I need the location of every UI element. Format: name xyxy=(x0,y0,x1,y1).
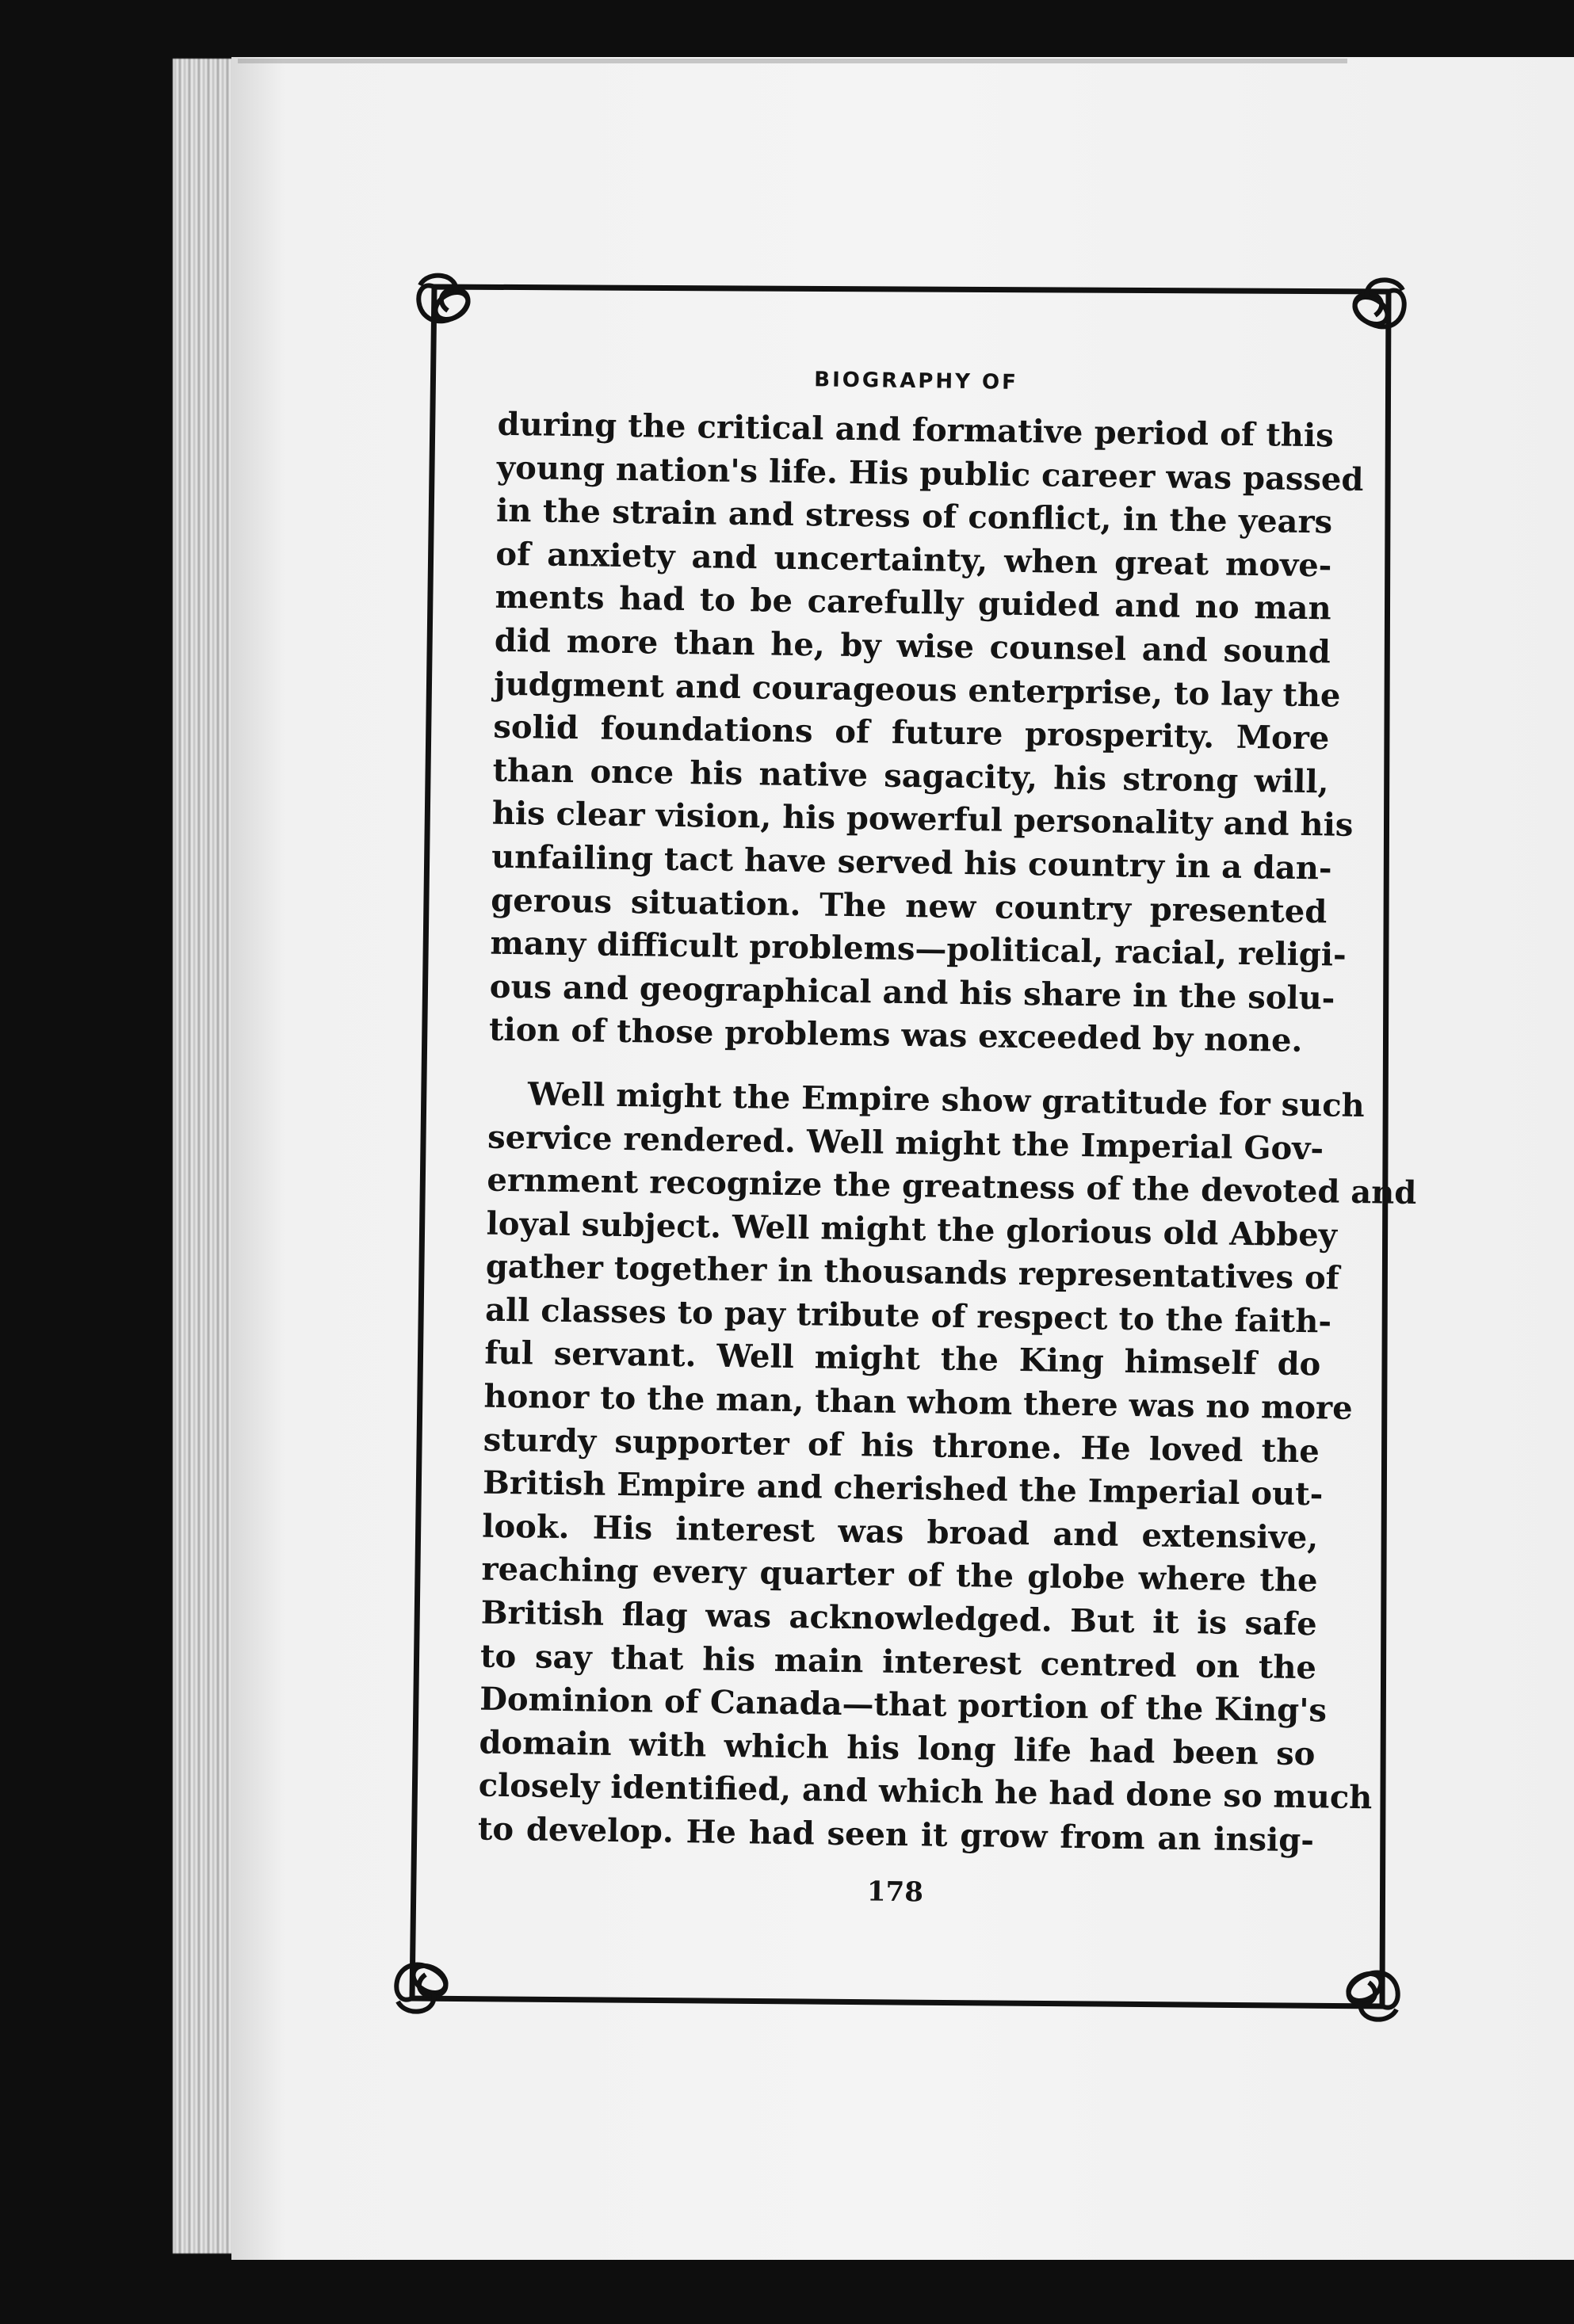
text-line: during the critical and formative period of this xyxy=(497,405,1334,455)
text-line: honor to the man, than whom there was no more xyxy=(483,1377,1353,1427)
text-line: unfailing tact have served his country in a dan- xyxy=(491,838,1332,887)
text-line: Dominion of Canada—that portion of the King's xyxy=(479,1680,1328,1730)
text-line: young nation's life. His public career was passed xyxy=(496,448,1364,498)
text-line: closely identified, and which he had done so much xyxy=(478,1766,1373,1817)
text-line: Well might the Empire show gratitude for such xyxy=(527,1075,1366,1124)
page-text-block xyxy=(476,364,1417,1938)
text-line: ernment recognize the greatness of the devoted and xyxy=(487,1161,1417,1212)
corner-ornament-top-right xyxy=(1350,280,1404,330)
text-line: ments had to be carefully guided and no man xyxy=(495,578,1331,628)
text-line: ful servant. Well might the King himself do xyxy=(484,1334,1321,1383)
corner-ornament-bottom-left xyxy=(396,1960,450,2012)
text-line: sturdy supporter of his throne. He loved the xyxy=(483,1421,1320,1470)
text-line: ous and geographical and his share in the solu- xyxy=(489,967,1335,1017)
text-line: British flag was acknowledged. But it is safe xyxy=(480,1593,1318,1643)
text-line: of anxiety and uncertainty, when great move- xyxy=(495,535,1332,585)
text-line: look. His interest was broad and extensive, xyxy=(482,1507,1319,1557)
text-line: his clear vision, his powerful personality and his xyxy=(491,795,1354,845)
running-head: BIOGRAPHY OF xyxy=(814,368,1019,395)
corner-ornament-top-left xyxy=(418,276,472,325)
text-line: to develop. He had seen it grow from an insig- xyxy=(477,1810,1315,1860)
text-line: gather together in thousands representatives of xyxy=(485,1247,1340,1297)
paragraph-2 xyxy=(477,1073,1417,1863)
text-line: tion of those problems was exceeded by none. xyxy=(488,1010,1303,1060)
text-line: judgment and courageous enterprise, to lay the xyxy=(493,665,1341,715)
text-line: loyal subject. Well might the glorious old Abbey xyxy=(486,1204,1338,1254)
text-line: service rendered. Well might the Imperial Gov- xyxy=(487,1118,1324,1167)
text-line: reaching every quarter of the globe where the xyxy=(481,1551,1318,1600)
text-line: did more than he, by wise counsel and sound xyxy=(494,621,1331,671)
text-line: all classes to pay tribute of respect to the faith- xyxy=(484,1291,1332,1341)
text-line: solid foundations of future prosperity. More xyxy=(493,708,1330,757)
text-line: many difficult problems—political, racial, religi- xyxy=(490,924,1347,974)
text-line: than once his native sagacity, his strong will, xyxy=(492,751,1329,801)
text-line: to say that his main interest centred on the xyxy=(479,1637,1317,1686)
text-line: domain with which his long life had been so xyxy=(479,1723,1316,1773)
text-line: British Empire and cherished the Imperial out- xyxy=(482,1463,1324,1513)
paragraph-1 xyxy=(488,403,1364,1064)
text-line: in the strain and stress of conflict, in the years xyxy=(495,491,1333,541)
page-number: 178 xyxy=(866,1876,924,1908)
corner-ornament-bottom-right xyxy=(1343,1968,1397,2020)
text-line: gerous situation. The new country presented xyxy=(491,881,1328,930)
